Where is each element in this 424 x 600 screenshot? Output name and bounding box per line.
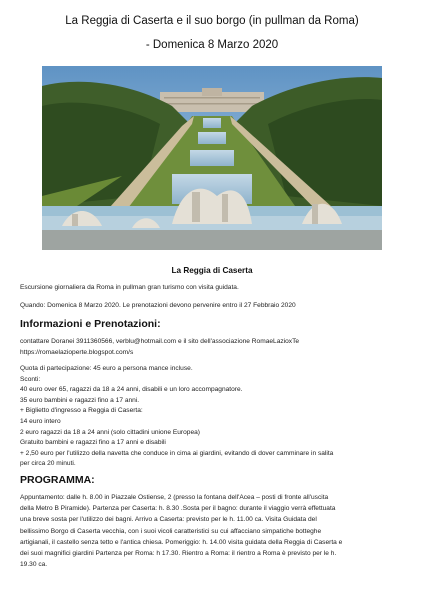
reggia-photo bbox=[42, 66, 382, 250]
pricing-line: + 2,50 euro per l'utilizzo della navetta che conduce in cima ai giardini, evitando di dover camminare in salita bbox=[20, 449, 334, 457]
pricing-line: 35 euro bambini e ragazzi fino a 17 anni. bbox=[20, 396, 140, 404]
pricing-line: Quota di partecipazione: 45 euro a persona mance incluse. bbox=[20, 365, 193, 372]
info-heading: Informazioni e Prenotazioni: bbox=[20, 318, 161, 330]
program-line: una breve sosta per l'utilizzo dei bagni. Arrivo a Caserta: previsto per le h. 11.00 ca. Visita Guidata del bbox=[20, 516, 317, 524]
program-line: bellissimo Borgo di Caserta vecchia, con i suoi vicoli caratteristici su cui affacciano simpatiche botteghe bbox=[20, 527, 322, 535]
program-line: dei suoi magnifici giardini Partenza per Roma: h 17.30. Rientro a Roma: il rientro a Roma è previsto per le h. bbox=[20, 550, 337, 558]
program-line: artigianali, il castello senza tetto e l'antica chiesa. Pomeriggio: h. 14.00 visita guidata della Reggia di Caserta e bbox=[20, 538, 343, 546]
contact-line: contattare Doranei 3911360566, verblu@hotmail.com e il sito dell'associazione RomaeLazioxTe bbox=[20, 338, 300, 345]
contact-link[interactable]: https://romaelazioperte.blogspot.com/s bbox=[20, 348, 134, 356]
contacts-block bbox=[20, 337, 412, 358]
pricing-block bbox=[20, 364, 412, 470]
date-line: Quando: Domenica 8 Marzo 2020. Le prenotazioni devono pervenire entro il 27 Febbraio 2020 bbox=[20, 302, 296, 309]
title-line-2: - Domenica 8 Marzo 2020 bbox=[145, 39, 279, 51]
reggia-illustration bbox=[42, 66, 382, 250]
program-line: Appuntamento: dalle h. 8.00 in Piazzale Ostiense, 2 (presso la fontana dell'Acea – posti di fronte all'uscita bbox=[20, 494, 329, 501]
title-line-1: La Reggia di Caserta e il suo borgo (in pullman da Roma) bbox=[65, 15, 359, 27]
program-line: della Metro B Piramide). Partenza per Caserta: h. 8.30 .Sosta per il bagno: durante il viaggio verrà effettuata bbox=[20, 505, 336, 513]
pricing-line: per circa 20 minuti. bbox=[20, 460, 76, 468]
photo-caption: La Reggia di Caserta bbox=[171, 266, 253, 275]
program-line: 19.30 ca. bbox=[20, 561, 48, 569]
pricing-line: + Biglietto d'ingresso a Reggia di Caserta: bbox=[20, 407, 143, 415]
pricing-line: Sconti: bbox=[20, 375, 41, 383]
pricing-line: 40 euro over 65, ragazzi da 18 a 24 anni, disabili e un loro accompagnatore. bbox=[20, 386, 243, 394]
pricing-line: 2 euro ragazzi da 18 a 24 anni (solo cittadini unione Europea) bbox=[20, 428, 200, 436]
program-heading: PROGRAMMA: bbox=[20, 474, 95, 486]
pricing-line: Gratuito bambini e ragazzi fino a 17 anni e disabili bbox=[20, 439, 166, 447]
program-block bbox=[20, 492, 408, 570]
pricing-line: 14 euro intero bbox=[20, 417, 61, 425]
intro-text: Escursione giornaliera da Roma in pullman gran turismo con visita guidata. bbox=[20, 284, 239, 291]
